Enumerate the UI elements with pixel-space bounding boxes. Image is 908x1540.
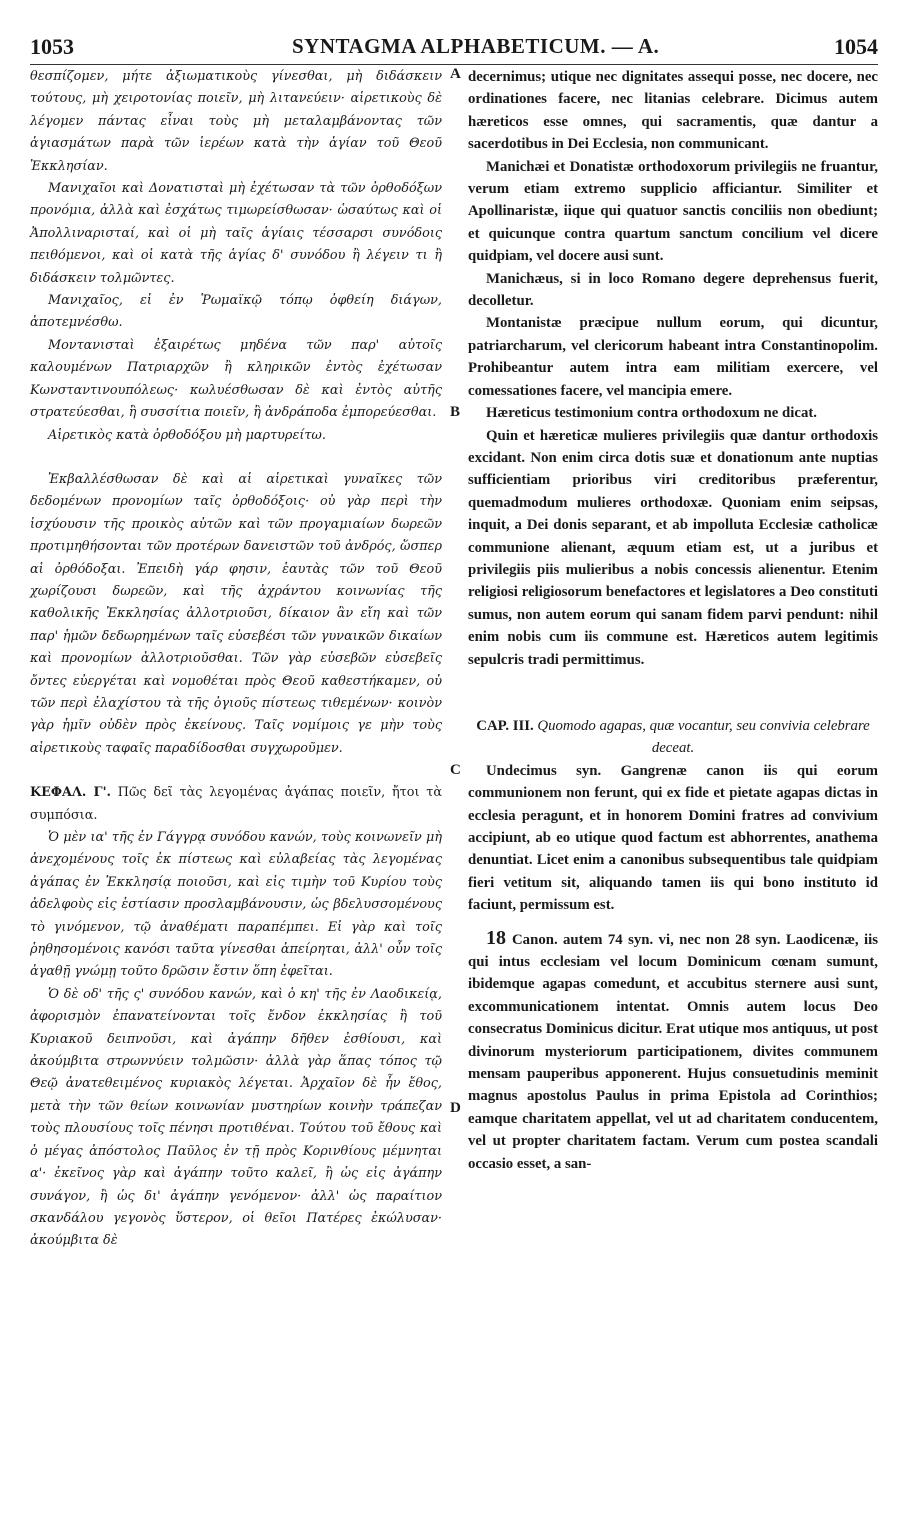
greek-paragraph: Αἱρετικὸς κατὰ ὀρθοδόξου μὴ μαρτυρείτω. [48,427,326,443]
section-marker-a: A [450,66,461,82]
latin-paragraph [468,927,878,1175]
section-marker-b: B [450,404,461,420]
greek-paragraph: Μανιχαῖος, εἰ ἐν Ῥωμαϊκῷ τόπῳ ὀφθείη διάγων, ἀποτεμνέσθω. [30,293,442,331]
latin-paragraph: Manichæi et Donatistæ orthodoxorum privilegiis ne fruantur, verum etiam extremo supplicio afficiantur. Similiter et Apollinaristæ, iique qui quatuor sanctis conciliis non obediunt; et quicunque contra quartum sanctum concilium vel dicere quidpiam, vel docere ausi sunt. [468,158,878,265]
latin-paragraph: Hæreticus testimonium contra orthodoxum ne dicat. [486,405,817,422]
running-title: SYNTAGMA ALPHABETICUM. — A. [292,34,660,58]
greek-chapter-title: Πῶς δεῖ τὰς λεγομένας ἀγάπας ποιεῖν, ἤτοι τὰ συμπόσια. [30,785,442,823]
latin-chapter-title: Quomodo agapas, quæ vocantur, seu convivia celebrare deceat. [537,717,870,757]
section-marker-d: D [450,1100,461,1116]
page-number-left: 1053 [30,34,74,59]
greek-paragraph: Μανιχαῖοι καὶ Δονατισταὶ μὴ ἐχέτωσαν τὰ τῶν ὀρθοδόξων προνόμια, ἀλλὰ καὶ ἐσχάτως τιμωρείσθωσαν· ὡσαύτως καὶ οἱ Ἀπολλιναρισταί, καὶ οἱ μὴ ταῖς ἁγίαις τέσσαρσι συνόδοις πειθόμενοι, καὶ οἱ κατὰ τῆς ἁγίας δ' συνόδου ἢ λέγειν τι ἢ διδάσκειν τολμῶντες. [30,181,442,286]
latin-paragraph: Undecimus syn. Gangrenæ canon iis qui eorum communionem non ferunt, qui ex fide et pietate agapas dictas in ecclesia peragunt, et in honorem Domini fratres ad convivium accipiunt, ab eo utique quod factum est abhorrentes, anathema denuntiat. Licet enim a canonibus subsequentibus tale quidpiam fieri vetitum sit, aliquando tamen iis qui bono instituto id faciunt, permissum est. [468,762,878,914]
greek-chapter-label: ΚΕΦΑΛ. Γ'. [30,785,111,801]
greek-paragraph: Ὁ μὲν ια' τῆς ἐν Γάγγρᾳ συνόδου κανών, τοὺς κοινωνεῖν μὴ ἀνεχομένους τοῖς ἐκ πίστεως καὶ εὐλαβείας τὰς λεγομένας ἀγάπας ἐν Ἐκκλησίᾳ ποιοῦσι, καὶ εἰς τιμὴν τοῦ Κυρίου τοὺς ἀδελφοὺς εἰς ἑστίασιν προσλαμβάνουσιν, ὡς βδελυσσομένους τὸ γινόμενον, τῷ ἀναθέματι παραπέμπει. Εἰ γὰρ καὶ τοῖς ῥηθησομένοις κανόσι ταῦτα γίνεσθαι ἀπείρηται, ἀλλ' οὖν τοῖς ἀγαθῇ γνώμῃ τοῦτο δρῶσιν ἔστιν ὅπη ἐφεῖται. [30,830,442,980]
page-number-right: 1054 [834,34,878,59]
latin-paragraph: Manichæus, si in loco Romano degere deprehensus fuerit, decolletur. [468,270,878,310]
section-marker-c: C [450,762,461,778]
greek-paragraph: Ὁ δὲ οδ' τῆς ς' συνόδου κανών, καὶ ὁ κη' τῆς ἐν Λαοδικείᾳ, ἀφορισμὸν ἐπανατείνονται τοῖς ἔνδον ἐκκλησίας ἢ τοῦ Κυριακοῦ δειπνοῦσι, καὶ ἀγάπην δῆθεν ἐσθίουσι, καὶ ἀκούμβιτα στρωννύειν τολμῶσιν· ἀλλὰ γὰρ ἅπας τόπος τῷ Θεῷ ἀνατεθειμένος κυριακὸς λέγεται. Ἀρχαῖον δὲ ἦν ἔθος, μετὰ τὴν τῶν θείων κοινωνίαν μυστηρίων κοινὴν τράπεζαν τοὺς πλουσίους τοῖς πένησι προτιθέναι. Τούτου τοῦ ἔθους καὶ ὁ μέγας ἀπόστολος Παῦλος ἐν τῇ πρὸς Κορινθίους μέμνηται α'· ἐκεῖνος γὰρ καὶ ἀγάπην τοῦτο καλεῖ, ἢ ὡς εἰς ἀγάπην συνάγον, ἢ ὡς δι' ἀγάπην γενόμενον· ἀλλ' ὡς παραίτιον σκανδάλου γεγονὸς ὕστερον, οἱ θεῖοι Πατέρες ἐκώλυσαν· ἀκούμβιτα δὲ [30,986,442,1249]
greek-paragraph: Μοντανισταὶ ἐξαιρέτως μηδένα τῶν παρ' αὐτοῖς καλουμένων Πατριαρχῶν ἢ κληρικῶν ἐντὸς ἐχέτωσαν Κωνσταντινουπόλεως· κωλυέσθωσαν δὲ καὶ ἐντὸς αὐτῆς στρατεύεσθαι, ἢ συσσίτια ποιεῖν, ἢ ἀνδράποδα ἐμπορεύεσθαι. [30,337,442,421]
latin-paragraph: Quin et hæreticæ mulieres privilegiis quæ dantur orthodoxis excidant. Non enim circa dotis suæ et donationum ante nuptias sufficientiam prioribus viri creditoribus præferentur, quemadmodum mulieres orthodoxæ. Quoniam enim seipsas, inquit, a Dei donis separant, et ab impolluta Ecclesiæ catholicæ communione alienant, æquum etiam est, ut a juribus et privilegiis piis mulieribus a nobis concessis alienentur. Etenim religiosi religiosorum benefactores et legislatores a Deo constituti sumus, non autem eorum qui sanam fidem parvi pendunt: nihil enim nobis cum iis commune est. Hæreticos autem legitimis sepulcris tradi permittimus. [468,427,878,668]
latin-paragraph: Montanistæ præcipue nullum eorum, qui dicuntur, patriarcharum, vel clericorum habeant intra Constantinopolim. Prohibeantur autem intra eam militiam exercere, vel comessationes facere, vel mancipia emere. [468,315,878,399]
latin-paragraph-text: Canon. autem 74 syn. vi, nec non 28 syn. Laodicenæ, iis qui intus ecclesiam vel locum Dominicum cœnam sumunt, ibidemque agapas comedunt, et accubitus sternere ausi sunt, excommunicationem intentat. Omnis autem locus Deo consecratus Dominicus dicitur. Erat utique mos antiquus, ut post divinorum mysteriorum participationem, divites communem mensam pauperibus apponerent. Hujus consuetudinis meminit magnus apostolus Paulus in prima Epistola ad Corinthios; eamque charitatem appellat, vel ut ad charitatem conducentem, vel ut propter charitatem factam. Verum cum postea scandali occasio esset, a san- [468,931,878,1172]
latin-column [468,66,878,1175]
page-header [30,34,878,65]
latin-chapter-label: CAP. III. [476,717,534,734]
column-note-number: 18 [486,926,506,949]
greek-paragraph: Ἐκβαλλέσθωσαν δὲ καὶ αἱ αἱρετικαὶ γυναῖκες τῶν δεδομένων προνομίων ταῖς ὀρθοδόξοις· οὐ γὰρ περὶ τὴν ἰσχύουσιν τῆς προικὸς αὐτῶν καὶ τῶν προγαμιαίων δωρεῶν προτιμηθήσονται τῶν προτέρων δανειστῶν τοῦ ἀνδρός, ὥσπερ αἱ ὀρθόδοξαι. Ἐπειδὴ γάρ φησιν, ἑαυτὰς τῶν τοῦ Θεοῦ χωρίζουσι δωρεῶν, καὶ τῆς ἀχράντου κοινωνίας τῆς καθολικῆς Ἐκκλησίας ἀλλοτριοῦσι, δίκαιον ἂν εἴη καὶ τῶν παρ' ἡμῶν δεδωρημένων ταῖς εὐσεβέσι τῶν γυναικῶν δικαίων καὶ προνομίων ἀλλοτριοῦσθαι. Τῶν γὰρ εὐσεβῶν εὐσεβεῖς ὄντες εὐεργέται καὶ νομοθέται πρὸς Θεοῦ καθεστήκαμεν, οὐ τῶν περὶ ἐλαχίστου τὰ τῆς ὀγιοῦς πίστεως τιθεμένων· κοινὸν γὰρ ἡμῖν οὐδὲν πρὸς ἐκείνους. Ταῖς νομίμοις γε μὴν τοὺς αἱρετικοὺς ταφαῖς παραδίδοσθαι συγχωροῦμεν. [30,471,442,756]
latin-paragraph: decernimus; utique nec dignitates assequi posse, nec docere, nec ordinationes facere, nec litanias celebrare. Dicimus autem hæreticos esse omnes, qui sacramentis, quæ dantur a sacerdotibus in Dei Ecclesia, non communicant. [468,69,878,153]
greek-column [30,66,442,1253]
latin-chapter-heading [468,715,878,760]
greek-chapter-heading [30,782,442,827]
greek-paragraph: θεσπίζομεν, μήτε ἀξιωματικοὺς γίνεσθαι, μὴ διδάσκειν τούτους, μὴ χειροτονίας ποιεῖν, μὴ λιτανεύειν· αἱρετικοὺς δὲ λέγομεν πάντας εἶναι τοὺς μὴ μεταλαμβάνοντας τῶν ἁγιασμάτων παρὰ τῶν ἱερέων κατὰ τὴν ἁγίαν τοῦ Θεοῦ Ἐκκλησίαν. [30,69,442,174]
